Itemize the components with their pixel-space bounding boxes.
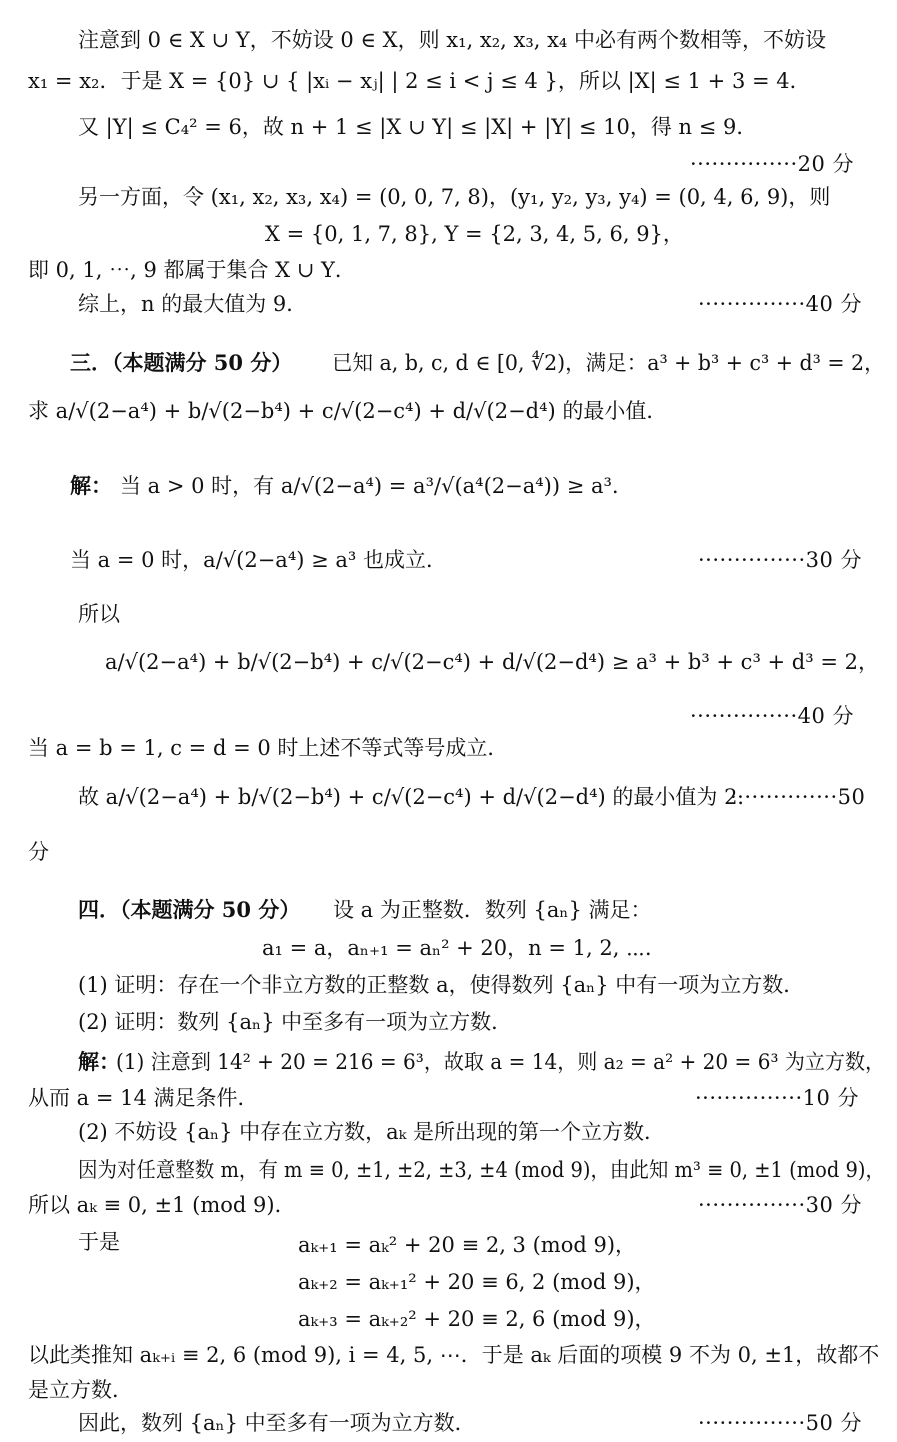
score-mark: ···············40 分 bbox=[698, 292, 863, 316]
text-line: 是立方数． bbox=[28, 1378, 133, 1402]
text-line: 当 a > 0 时，有 a/√(2−a⁴) = a³/√(a⁴(2−a⁴)) ≥ a³． bbox=[120, 474, 633, 498]
text-line: a/√(2−a⁴) + b/√(2−b⁴) + c/√(2−c⁴) + d/√(2−d⁴) ≥ a³ + b³ + c³ + d³ = 2， bbox=[105, 650, 879, 674]
text-line: 从而 a = 14 满足条件． bbox=[28, 1086, 259, 1110]
text-line: 综上，n 的最大值为 9． bbox=[78, 292, 308, 316]
text-line: 故 a/√(2−a⁴) + b/√(2−b⁴) + c/√(2−c⁴) + d/√(2−d⁴) 的最小值为 2． bbox=[78, 785, 759, 809]
text-line: x₁ = x₂．于是 X = {0} ∪ { |xᵢ − xⱼ| | 2 ≤ i < j ≤ 4 }，所以 |X| ≤ 1 + 3 = 4． bbox=[28, 69, 811, 93]
solution-label: 解： bbox=[78, 1049, 120, 1074]
text-line: 以此类推知 aₖ₊ᵢ ≡ 2, 6 (mod 9), i = 4, 5, ⋯．于是 aₖ 后面的项模 9 不为 0, ±1，故都不 bbox=[28, 1343, 880, 1367]
text-line: 已知 a, b, c, d ∈ [0, ∜2)，满足：a³ + b³ + c³ + d³ = 2， bbox=[332, 351, 885, 375]
section-heading: 四．（本题满分 50 分） bbox=[78, 897, 301, 922]
text-line: 于是 bbox=[78, 1230, 120, 1254]
score-mark: ···············40 分 bbox=[690, 704, 855, 728]
section-heading: 三．（本题满分 50 分） bbox=[70, 350, 293, 375]
text-line: (2) 证明：数列 {aₙ} 中至多有一项为立方数． bbox=[78, 1010, 513, 1034]
text-line: 另一方面，令 (x₁, x₂, x₃, x₄) = (0, 0, 7, 8)，(y₁, y₂, y₃, y₄) = (0, 4, 6, 9)，则 bbox=[78, 185, 831, 209]
text-line: X = {0, 1, 7, 8}, Y = {2, 3, 4, 5, 6, 9}， bbox=[265, 222, 684, 246]
text-line: 所以 aₖ ≡ 0, ±1 (mod 9)． bbox=[28, 1193, 296, 1217]
text-line: (1) 注意到 14² + 20 = 216 = 6³，故取 a = 14，则 a₂ = a² + 20 = 6³ 为立方数， bbox=[116, 1050, 886, 1074]
score-mark: ···············10 分 bbox=[695, 1086, 860, 1110]
text-line: (1) 证明：存在一个非立方数的正整数 a，使得数列 {aₙ} 中有一项为立方数． bbox=[78, 973, 805, 997]
text-line: 因为对任意整数 m，有 m ≡ 0, ±1, ±2, ±3, ±4 (mod 9)，由此知 m³ ≡ 0, ±1 (mod 9)， bbox=[78, 1158, 885, 1182]
text-line: aₖ₊₁ = aₖ² + 20 ≡ 2, 3 (mod 9)， bbox=[298, 1233, 637, 1257]
text-line: (2) 不妨设 {aₙ} 中存在立方数，aₖ 是所出现的第一个立方数． bbox=[78, 1120, 665, 1144]
text-line: 因此，数列 {aₙ} 中至多有一项为立方数． bbox=[78, 1411, 476, 1435]
score-mark: ···············30 分 bbox=[698, 548, 863, 572]
text-line: 求 a/√(2−a⁴) + b/√(2−b⁴) + c/√(2−c⁴) + d/√(2−d⁴) 的最小值． bbox=[28, 399, 668, 423]
text-line: 所以 bbox=[78, 602, 120, 626]
solution-label: 解： bbox=[70, 473, 112, 498]
text-line: 当 a = b = 1, c = d = 0 时上述不等式等号成立． bbox=[28, 736, 509, 760]
text-line: 注意到 0 ∈ X ∪ Y，不妨设 0 ∈ X，则 x₁, x₂, x₃, x₄ 中必有两个数相等，不妨设 bbox=[78, 28, 827, 52]
score-mark: ···············20 分 bbox=[690, 152, 855, 176]
text-line: 设 a 为正整数．数列 {aₙ} 满足： bbox=[333, 898, 652, 922]
text-line: aₖ₊₃ = aₖ₊₂² + 20 ≡ 2, 6 (mod 9)， bbox=[298, 1307, 656, 1331]
text-line: 当 a = 0 时，a/√(2−a⁴) ≥ a³ 也成立． bbox=[70, 548, 447, 572]
score-mark: ···············50 bbox=[730, 785, 866, 809]
text-line: 即 0, 1, ⋯, 9 都属于集合 X ∪ Y． bbox=[28, 258, 356, 282]
score-mark: ···············30 分 bbox=[698, 1193, 863, 1217]
text-line: 又 |Y| ≤ C₄² = 6，故 n + 1 ≤ |X ∪ Y| ≤ |X| + |Y| ≤ 10，得 n ≤ 9． bbox=[78, 115, 758, 139]
score-mark: ···············50 分 bbox=[698, 1411, 863, 1435]
text-line: 分 bbox=[28, 840, 49, 864]
text-line: aₖ₊₂ = aₖ₊₁² + 20 ≡ 6, 2 (mod 9)， bbox=[298, 1270, 656, 1294]
text-line: a₁ = a，aₙ₊₁ = aₙ² + 20，n = 1, 2, ⋯． bbox=[262, 936, 666, 960]
